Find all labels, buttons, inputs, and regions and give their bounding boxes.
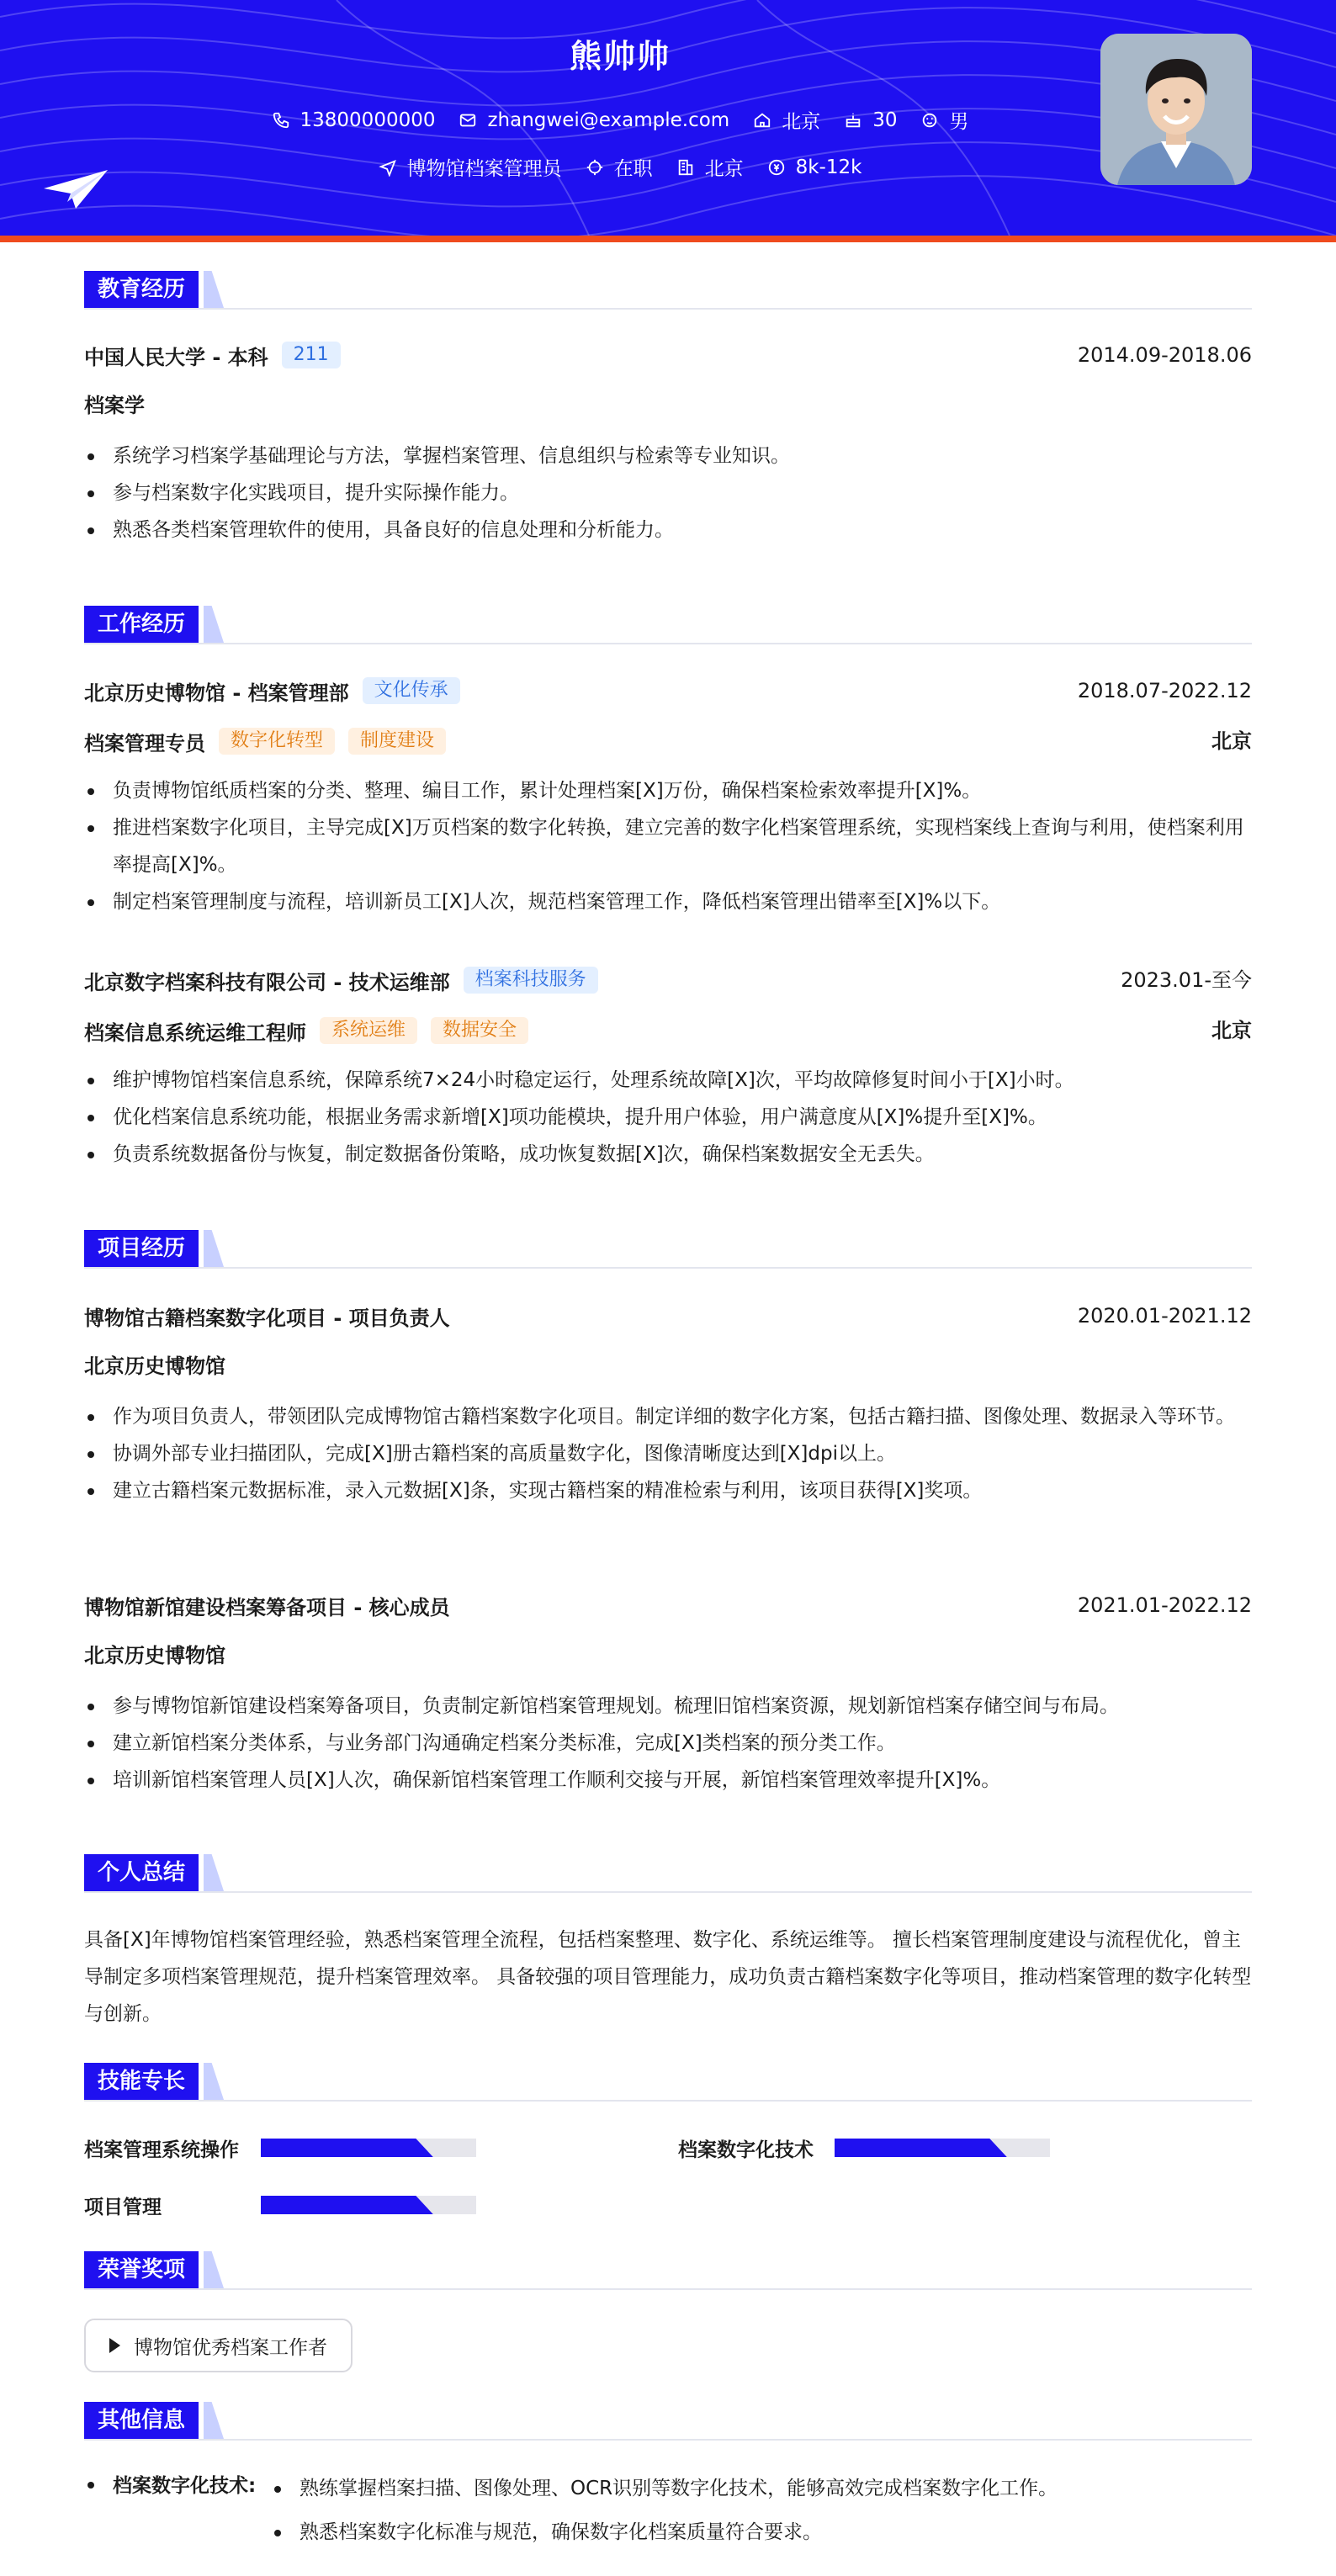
section-skills: [84, 2063, 1252, 2102]
work-bullets: [84, 772, 1252, 920]
list-item: 熟练掌握档案扫描、图像处理、OCR识别等数字化技术，能够高效完成档案数字化工作。: [271, 2467, 1247, 2510]
section-work: [84, 606, 1252, 644]
role-tag: 制度建设: [348, 728, 446, 755]
education-header: [84, 341, 1252, 369]
email-text: zhangwei@example.com: [487, 109, 730, 131]
project-bullets: [84, 1688, 1252, 1799]
list-item: 作为项目负责人，带领团队完成博物馆古籍档案数字化项目。制定详细的数字化方案，包括古籍扫描、图像处理、数据录入等环节。: [84, 1398, 1252, 1435]
project-header: [84, 1301, 1252, 1330]
section-divider: [84, 1891, 1252, 1893]
list-item: 制定档案管理制度与流程，培训新员工[X]人次，规范档案管理工作，降低档案管理出错率至[X]%以下。: [84, 883, 1252, 920]
project-title: 博物馆古籍档案数字化项目 - 项目负责人: [84, 1306, 450, 1330]
status-text: 在职: [613, 158, 653, 180]
company-tag: 文化传承: [363, 677, 460, 704]
list-item: 负责博物馆纸质档案的分类、整理、编目工作，累计处理档案[X]万份，确保档案检索效率提升[X]%。: [84, 772, 1252, 809]
work-bullets: [84, 1062, 1252, 1173]
project-header: [84, 1591, 1252, 1619]
avatar: [1100, 34, 1252, 185]
status-icon: [586, 158, 604, 177]
list-item: 优化档案信息系统功能，根据业务需求新增[X]项功能模块，提升用户体验，用户满意度从[X]%提升至[X]%。: [84, 1099, 1252, 1136]
education-bullets: [84, 437, 1252, 549]
section-divider: [84, 2288, 1252, 2290]
section-title: 教育经历: [84, 271, 199, 308]
skill-item: [84, 2191, 476, 2219]
project-bullets: [84, 1398, 1252, 1509]
list-item: 建立古籍档案元数据标准，录入元数据[X]条，实现古籍档案的精准检索与利用，该项目获得[X]奖项。: [84, 1472, 1252, 1509]
project-date: 2021.01-2022.12: [1077, 1593, 1252, 1617]
section-tab-tail: [204, 2251, 224, 2288]
send-icon: [379, 158, 397, 177]
list-item: 熟悉各类档案管理软件的使用，具备良好的信息处理和分析能力。: [84, 511, 1252, 549]
work-header: [84, 676, 1252, 705]
other-list: [271, 2467, 1247, 2554]
location-item: [753, 106, 820, 134]
section-title: 个人总结: [84, 1854, 199, 1891]
gender-item: [920, 106, 968, 134]
location-text: 北京: [782, 111, 821, 133]
list-item: 负责系统数据备份与恢复，制定数据备份策略，成功恢复数据[X]次，确保档案数据安全无丢失。: [84, 1136, 1252, 1173]
skill-name: 项目管理: [84, 2196, 162, 2218]
project-title: 博物馆新馆建设档案筹备项目 - 核心成员: [84, 1595, 450, 1619]
project-date: 2020.01-2021.12: [1077, 1304, 1252, 1328]
play-icon: [109, 2338, 120, 2353]
section-tab-tail: [204, 271, 224, 308]
list-item: 培训新馆档案管理人员[X]人次，确保新馆档案管理工作顺利交接与开展，新馆档案管理效率提升[X]%。: [84, 1762, 1252, 1799]
age-item: [844, 109, 897, 131]
section-other: [84, 2402, 1252, 2441]
education-date: 2014.09-2018.06: [1077, 343, 1252, 367]
major: 档案学: [84, 394, 145, 417]
other-key: 档案数字化技术:: [84, 2470, 256, 2498]
skill-bar-fill: [261, 2139, 433, 2157]
skill-bar-fill: [835, 2139, 1007, 2157]
salary-text: 8k-12k: [795, 156, 862, 178]
status-item: [586, 153, 653, 181]
section-education: [84, 271, 1252, 310]
gender-text: 男: [949, 111, 969, 133]
section-title: 技能专长: [84, 2063, 199, 2100]
header-banner: [0, 0, 1336, 236]
section-title: 项目经历: [84, 1230, 199, 1267]
section-divider: [84, 643, 1252, 644]
summary-text: 具备[X]年博物馆档案管理经验，熟悉档案管理全流程，包括档案整理、数字化、系统运维等。 擅长档案管理制度建设与流程优化，曾主导制定多项档案管理规范，提升档案管理效率。 具备较强的项目管理能力，成功负责古籍档案数字化等项目，推动档案管理的数字化转型与创新。: [84, 1929, 1252, 2025]
phone-icon: [272, 111, 290, 130]
work-date: 2023.01-至今: [1121, 968, 1252, 992]
section-tab-tail: [204, 1230, 224, 1267]
section-title: 其他信息: [84, 2402, 199, 2439]
header-accent-stripe: [0, 236, 1336, 242]
role-title: 档案信息系统运维工程师: [84, 1020, 306, 1045]
section-tab-tail: [204, 1854, 224, 1891]
target-city-item: [676, 153, 744, 181]
company-dept: 北京数字档案科技有限公司 - 技术运维部: [84, 970, 450, 994]
mail-icon: [459, 111, 477, 130]
coin-icon: [767, 158, 786, 177]
salary-item: [767, 156, 862, 178]
section-title: 荣誉奖项: [84, 2251, 199, 2288]
work-date: 2018.07-2022.12: [1077, 679, 1252, 702]
skill-bar: [261, 2139, 476, 2157]
skill-name: 档案数字化技术: [678, 2139, 814, 2161]
list-item: 协调外部专业扫描团队，完成[X]册古籍档案的高质量数字化，图像清晰度达到[X]dpi以上。: [84, 1435, 1252, 1472]
company-tag: 档案科技服务: [464, 967, 598, 994]
list-item: 建立新馆档案分类体系，与业务部门沟通确定档案分类标准，完成[X]类档案的预分类工作。: [84, 1725, 1252, 1762]
work-header: [84, 966, 1252, 994]
work-role-row: [84, 1016, 1252, 1045]
section-title: 工作经历: [84, 606, 199, 643]
skill-bar: [261, 2196, 476, 2214]
list-item: 熟悉档案数字化标准与规范，确保数字化档案质量符合要求。: [271, 2510, 1247, 2554]
list-item: 参与档案数字化实践项目，提升实际操作能力。: [84, 474, 1252, 511]
section-divider: [84, 1267, 1252, 1269]
target-city-text: 北京: [704, 158, 744, 180]
work-city: 北京: [1211, 1019, 1252, 1042]
section-tab-tail: [204, 2063, 224, 2100]
role-tag: 系统运维: [320, 1017, 417, 1044]
section-divider: [84, 308, 1252, 310]
company-dept: 北京历史博物馆 - 档案管理部: [84, 681, 349, 705]
award-text: 博物馆优秀档案工作者: [134, 2336, 327, 2359]
home-icon: [753, 111, 771, 130]
school-tag: 211: [282, 342, 341, 368]
skill-item: [84, 2133, 476, 2162]
section-awards: [84, 2251, 1252, 2290]
section-divider: [84, 2439, 1252, 2441]
section-projects: [84, 1230, 1252, 1269]
email-item: [459, 109, 729, 131]
project-org: 北京历史博物馆: [84, 1354, 225, 1378]
section-summary: [84, 1854, 1252, 1893]
list-item: 参与博物馆新馆建设档案筹备项目，负责制定新馆档案管理规划。梳理旧馆档案资源，规划新馆档案存储空间与布局。: [84, 1688, 1252, 1725]
project-org: 北京历史博物馆: [84, 1644, 225, 1667]
skill-item: [678, 2133, 1050, 2162]
list-item: 系统学习档案学基础理论与方法，掌握档案管理、信息组织与检索等专业知识。: [84, 437, 1252, 474]
skill-bar-fill: [261, 2196, 433, 2214]
skill-bar: [835, 2139, 1050, 2157]
skill-name: 档案管理系统操作: [84, 2139, 239, 2161]
list-item: 推进档案数字化项目，主导完成[X]万页档案的数字化转换，建立完善的数字化档案管理系统，实现档案线上查询与利用，使档案利用率提高[X]%。: [84, 809, 1252, 883]
section-tab-tail: [204, 2402, 224, 2439]
role-tag: 数据安全: [431, 1017, 528, 1044]
section-divider: [84, 2100, 1252, 2102]
list-item: 维护博物馆档案信息系统，保障系统7×24小时稳定运行，处理系统故障[X]次，平均故障修复时间小于[X]小时。: [84, 1062, 1252, 1099]
avatar-portrait: [1100, 34, 1252, 185]
role-tag: 数字化转型: [219, 728, 335, 755]
school-degree: 中国人民大学 - 本科: [84, 345, 268, 369]
candidate-name: 熊帅帅: [569, 38, 671, 75]
person-icon: [920, 111, 939, 130]
job-title-text: 博物馆档案管理员: [406, 158, 562, 180]
phone-item: [272, 109, 436, 131]
job-row: [0, 153, 1240, 181]
section-tab-tail: [204, 606, 224, 643]
award-chip: [84, 2319, 353, 2372]
work-role-row: [84, 727, 1252, 755]
contact-row: [0, 106, 1240, 134]
work-city: 北京: [1211, 729, 1252, 753]
phone-text: 13800000000: [300, 109, 436, 131]
age-text: 30: [872, 109, 898, 131]
job-title-item: [379, 153, 562, 181]
building-icon: [676, 158, 695, 177]
cake-icon: [844, 111, 862, 130]
role-title: 档案管理专员: [84, 731, 205, 755]
